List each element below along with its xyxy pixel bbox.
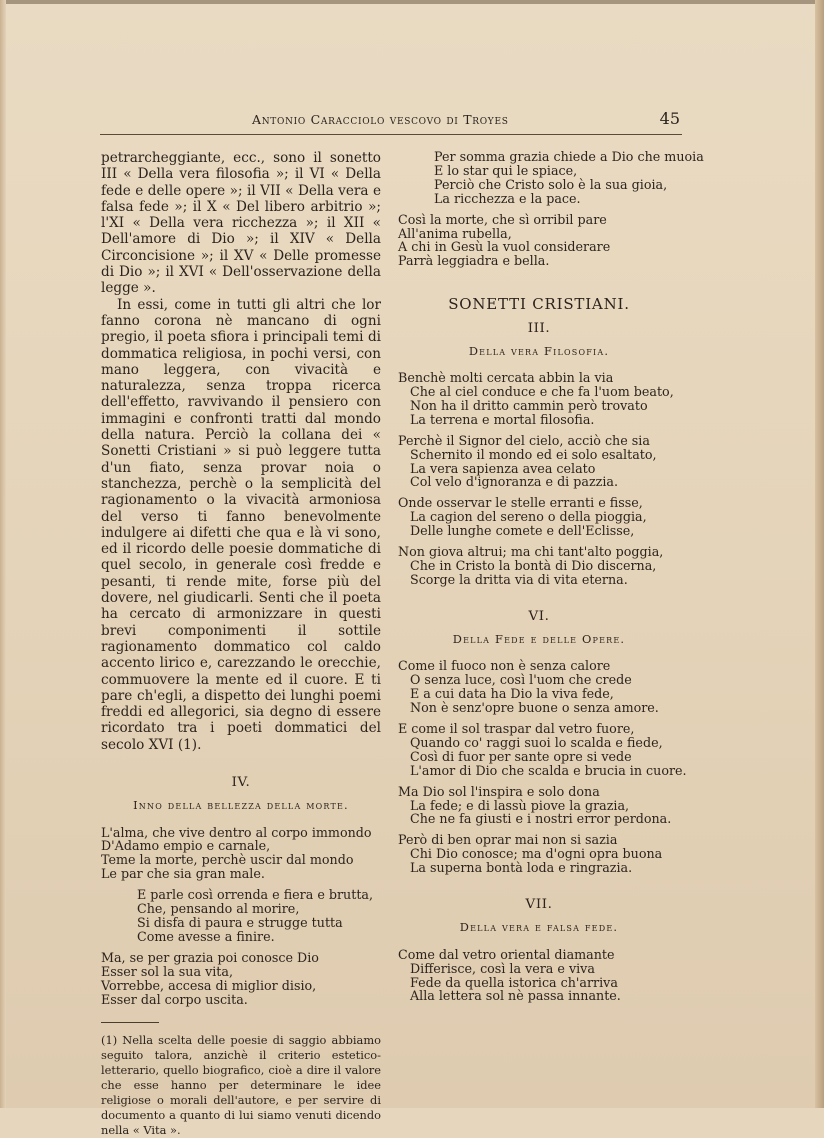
verse-line: Schernito il mondo ed ei solo esaltato,	[410, 446, 657, 462]
page-right-edge	[815, 0, 824, 1108]
verse-line: Ma, se per grazia poi conosce Dio	[101, 949, 319, 965]
verse-line: Quando co' raggi suoi lo scalda e fiede,	[410, 734, 663, 750]
verse-line: Scorge la dritta via di vita eterna.	[410, 571, 628, 587]
verse-line: Come il fuoco non è senza calore	[398, 658, 611, 674]
footnote: (1) Nella scelta delle poesie di saggio abbiamo seguito talora, anzichè il criterio estetico-letterario, quello biografico, cioè a dire il valore che esse hanno per determinare le idee religiose o morali dell'autore, e per servire di documento a quanto di lui siamo venuti dicendo nella « Vita ».	[101, 1033, 381, 1138]
sonnet-stanza	[398, 948, 680, 1004]
verse-line: Esser dal corpo uscita.	[101, 991, 248, 1007]
page-top-shadow	[0, 0, 824, 4]
prose-paragraph: In essi, come in tutti gli altri che lor fanno corona nè mancano di ogni pregio, il poeta sfiora i principali temi di dommatica religiosa, in pochi versi, con mano leggera, con vivacità e naturalezza, senza troppa ricerca dell'effetto, ravvivando il pensiero con immagini e confronti tratti dal mondo della natura. Perciò la collana dei « Sonetti Cristiani » si può leggere tutta d'un fiato, senza provar noia o stanchezza, perchè o la semplicità del ragionamento o la vivacità armoniosa del verso ti fanno benevolmente indulgere ai difetti che qua e là vi sono, ed il ricordo delle poesie dommatiche di quel secolo, in generale così fredde e pesanti, ti rende mite, forse più del dovere, nel giudicarli. Senti che il poeta ha cercato di armonizzare in questi brevi componimenti il sottile ragionamento dommatico col caldo accento lirico e, carezzando le orecchie, commuovere la mente ed il cuore. E ti pare ch'egli, a dispetto dei lunghi poemi freddi ed allegorici, sia degno di essere ricordato tra i poeti dommatici del secolo XVI (1).	[101, 296, 381, 753]
verse-line: Parrà leggiadra e bella.	[398, 253, 550, 269]
verse-line: La ricchezza e la pace.	[434, 190, 581, 206]
verse-line: O senza luce, così l'uom che crede	[410, 672, 632, 688]
sonnet-stanza	[398, 833, 680, 875]
verse-line: Come avesse a finire.	[137, 928, 275, 944]
verse-line: Esser sol la sua vita,	[101, 963, 233, 979]
prose-paragraph: petrarcheggiante, ecc., sono il sonetto III « Della vera filosofia »; il VI « Della fede e delle opere »; il VII « Della vera e falsa fede »; il X « Del libero arbitrio »; l'XI « Della vera ricchezza »; il XII « Dell'amore di Dio »; il XIV « Della Circoncisione »; il XV « Delle promesse di Dio »; il XVI « Dell'osservazione della legge ».	[101, 150, 381, 297]
page-number: 45	[659, 109, 680, 128]
verse-line: E lo star qui le spiace,	[434, 162, 578, 178]
collection-title: SONETTI CRISTIANI.	[448, 295, 630, 314]
verse-line: Come dal vetro oriental diamante	[398, 946, 615, 962]
verse-line: Chi Dio conosce; ma d'ogni opra buona	[410, 846, 663, 862]
sonnet-title: Della vera e falsa fede.	[459, 920, 619, 935]
verse-line: La vera sapienza avea celato	[410, 460, 596, 476]
verse-line: Però di ben oprar mai non si sazia	[398, 832, 618, 848]
left-column	[101, 150, 381, 1138]
sonnet-stanza	[398, 496, 680, 538]
sonnet-number: VI.	[528, 608, 550, 624]
verse-line: Così la morte, che sì orribil pare	[398, 211, 607, 227]
verse-line: Che ne fa giusti e i nostri error perdona.	[410, 811, 672, 827]
page-left-edge	[0, 0, 6, 1108]
poem-stanza	[398, 213, 680, 269]
verse-line: Che al ciel conduce e che fa l'uom beato,	[410, 384, 674, 400]
verse-line: Col velo d'ignoranza e di pazzia.	[410, 474, 618, 490]
sonnet-stanza	[398, 545, 680, 587]
verse-line: Perciò che Cristo solo è la sua gioia,	[434, 176, 668, 192]
verse-line: Differisce, così la vera e viva	[410, 960, 595, 976]
sonnet-number: III.	[527, 320, 551, 336]
verse-line: Ma Dio sol l'inspira e solo dona	[398, 783, 600, 799]
verse-line: La superna bontà loda e ringrazia.	[410, 860, 633, 876]
verse-line: Fede da quella istorica ch'arriva	[410, 974, 618, 990]
sonnet-stanza	[398, 434, 680, 490]
sonnet-title: Della vera Filosofia.	[468, 343, 610, 358]
poem-number: IV.	[231, 774, 251, 790]
verse-line: Alla lettera sol nè passa innante.	[410, 988, 621, 1004]
running-header	[100, 108, 682, 135]
sonnet-title: Della Fede e delle Opere.	[452, 632, 626, 647]
verse-line: Teme la morte, perchè uscir dal mondo	[101, 852, 354, 868]
verse-line: Che, pensando al morire,	[137, 901, 300, 917]
verse-line: Che in Cristo la bontà di Dio discerna,	[410, 558, 657, 574]
sonnet-stanza	[398, 721, 687, 778]
sonnet-number: VII.	[525, 897, 553, 913]
verse-line: Delle lunghe comete e dell'Eclisse,	[410, 523, 635, 539]
verse-line: Non ha il dritto cammin però trovato	[410, 397, 648, 413]
verse-line: A chi in Gesù la vuol considerare	[398, 239, 611, 255]
verse-line: Le par che sia gran male.	[101, 866, 265, 882]
running-title: Antonio Caracciolo vescovo di Troyes	[252, 112, 509, 127]
verse-line: E a cui data ha Dio la viva fede,	[410, 686, 614, 702]
sonnet-stanza	[398, 785, 680, 827]
verse-line: Si disfa di paura e strugge tutta	[137, 915, 343, 931]
verse-line: E come il sol traspar dal vetro fuore,	[398, 721, 635, 737]
sonnet-stanza	[398, 659, 680, 715]
verse-line: L'amor di Dio che scalda e brucia in cuore.	[410, 762, 687, 778]
verse-line: Perchè il Signor del cielo, acciò che sia	[398, 432, 650, 448]
poem-stanza	[101, 826, 381, 882]
poem-title: Inno della bellezza della morte.	[133, 798, 349, 813]
verse-line: Non giova altrui; ma chi tant'alto poggia,	[398, 544, 664, 560]
verse-line: All'anima rubella,	[398, 225, 512, 241]
verse-line: D'Adamo empio e carnale,	[101, 838, 271, 854]
verse-line: E parle così orrenda e fiera e brutta,	[137, 887, 374, 903]
verse-line: La terrena e mortal filosofia.	[410, 411, 595, 427]
right-column	[398, 149, 704, 1010]
verse-line: La cagion del sereno o della pioggia,	[410, 509, 647, 525]
footnote-rule	[101, 1022, 159, 1023]
verse-line: La fede; e di lassù piove la grazia,	[410, 797, 630, 813]
poem-stanza	[398, 149, 704, 206]
verse-line: L'alma, che vive dentro al corpo immondo	[101, 824, 372, 840]
verse-line: Onde osservar le stelle erranti e fisse,	[398, 495, 643, 511]
poem-stanza	[101, 951, 381, 1007]
poem-stanza	[101, 888, 381, 944]
verse-line: Vorrebbe, accesa di miglior disio,	[101, 977, 317, 993]
verse-line: Così di fuor per sante opre si vede	[410, 748, 632, 764]
sonnet-stanza	[398, 371, 680, 427]
verse-line: Benchè molti cercata abbin la via	[398, 370, 614, 386]
verse-line: Per somma grazia chiede a Dio che muoia	[434, 149, 704, 164]
verse-line: Non è senz'opre buone o senza amore.	[410, 700, 659, 716]
